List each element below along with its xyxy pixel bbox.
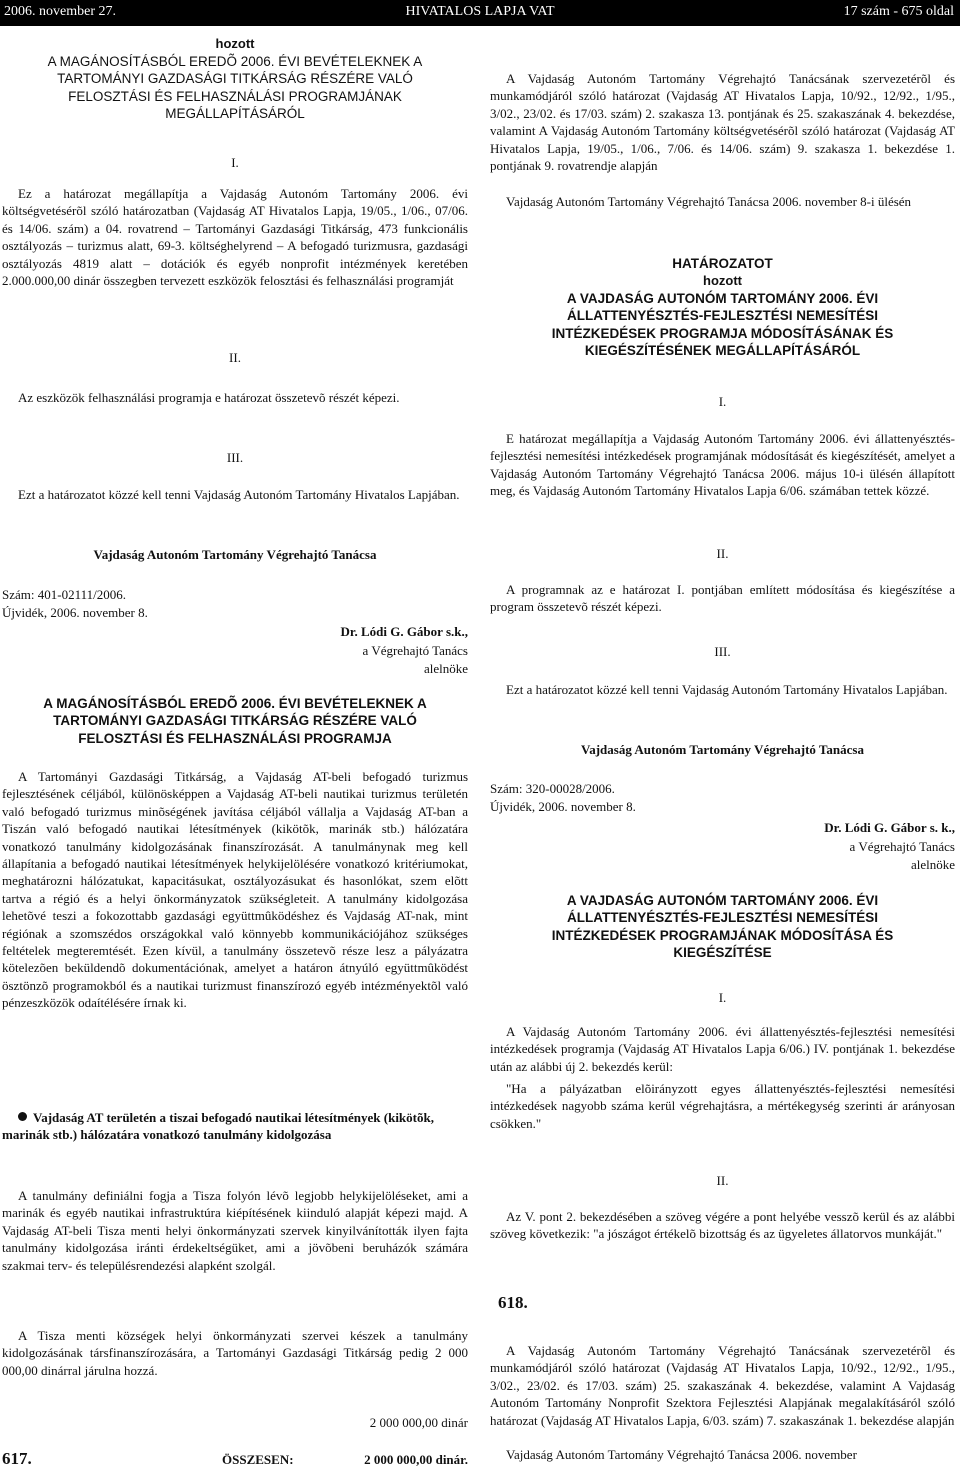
left-para-2: Az eszközök felhasználási programja e határozat összetevõ részét képezi. <box>18 390 400 405</box>
right-para-9: Vajdaság Autonóm Tartomány Végrehajtó Tanácsa 2006. november <box>506 1447 857 1462</box>
right-para-8: A Vajdaság Autonóm Tartomány Végrehajtó Tanácsának szervezetérõl és munkamódjáról szóló határozat (Vajdaság AT Hivatalos Lapja, 10/92., 12/92., 1/95., 3/02., 23/02. és 17/03. szám) 25. szakaszának 4. bekezdése, valamint A Vajdaság Autonóm Tartomány Nonprofit Szektora Fejlesztési Alapjának megalakításáról szóló határozat (Vajdaság AT Hivatalos Lapja, 6/03. szám) 7. szakaszának 1. bekezdése alapján <box>490 1343 955 1428</box>
left-signatory-name: Dr. Lódi G. Gábor s.k., <box>340 624 468 639</box>
left-amount: 2 000 000,00 dinár <box>369 1415 468 1430</box>
right-para-1: A Vajdaság Autonóm Tartomány Végrehajtó Tanácsának szervezetérõl és munkamódjáról szóló határozat (Vajdaság AT Hivatalos Lapja, 10/92., 12/92., 1/95., 3/02., 23/02. és 17/03. szám) 2. szakasza 13. pontjának és 25. szakaszának 4. bekezdése, valamint A Vajdaság Autonóm Tartomány költségvetésérõl szóló határozat (Vajdaság AT Hivatalos Lapja, 19/05., 1/06., 7/06. és 14/06. szám) 9. szakasza 1. bekezdése 1. pontjának 9. rovatrendje alapján <box>490 71 955 174</box>
right-section-5: II. <box>716 1173 729 1188</box>
header-issue: 17 szám - 675 oldal <box>843 4 954 19</box>
left-para-6: A Tisza menti községek helyi önkormányzati szervei készek a tanulmány kidolgozásának társfinanszírozására, a Tartományi Gazdasági Titkárság pedig 2 000 000,00 dinárral járulna hozzá. <box>2 1328 468 1378</box>
left-program-title: A MAGÁNOSÍTÁSBÓL EREDÕ 2006. ÉVI BEVÉTELEKNEK A TARTOMÁNYI GAZDASÁGI TITKÁRSÁG RÉSZÉRE VALÓ FELOSZTÁSI ÉS FELHASZNÁLÁSI PROGRAMJA <box>43 696 427 746</box>
left-decision-number: 617. <box>2 1449 32 1468</box>
right-decision-number: 618. <box>498 1293 528 1312</box>
header-date: 2006. november 27. <box>4 4 116 19</box>
left-decision-title: A MAGÁNOSÍTÁSBÓL EREDÕ 2006. ÉVI BEVÉTELEKNEK A TARTOMÁNYI GAZDASÁGI TITKÁRSÁG RÉSZÉRE VALÓ FELOSZTÁSI ÉS FELHASZNÁLÁSI PROGRAMJÁNAK MEGÁLLAPÍTÁSÁRÓL <box>47 54 423 122</box>
left-hozott: hozott <box>215 36 255 51</box>
left-section-1: I. <box>231 155 239 170</box>
right-section-1: I. <box>718 394 727 409</box>
left-para-4: A Tartományi Gazdasági Titkárság, a Vajdaság AT-beli befogadó turizmus fejlesztésének céljából, különösképpen a Vajdaság AT-beli nautikai turizmus területén való befogadó turizmus minõségének javítása céljából vállalja a Vajdaság AT-ban a Tiszán való befogadó nautikai létesítmények (kikötõk, marinák stb.) hálózatára vonatkozó tanulmány kidolgozásának finanszírozását. A tanulmánynak meg kell állapítania a befogadó nautikai létesítmények helykijelölésére vonatkozó kritériumokat, meghatározni hálózatukat, kapacitásukat, osztályozásukat és hasonlókat, szem elõtt tartva a régió és a helyi önkormányzatok szükségleteit. A tanulmány kidolgozása lehetõvé teszi a fokozottabb gazdasági együttmûködéshez és Vajdaság AT-nak, mint régiónak a szomszédos országokkal való könnyebb kommunikációjához szükséges feltételek megteremtését. Ezen kívül, a tanulmány összetevõ része lesz a pályázatra kötelezõen beküldendõ dokumentációnak, amelyet a határon átnyúló együttmûködést ösztönzõ programokból és a nautikai turizmust finanszírozó egyéb intézményektõl való pénzeszközök odaítélésére írnak ki. <box>2 769 468 1011</box>
right-signatory-name: Dr. Lódi G. Gábor s. k., <box>824 820 955 835</box>
right-reference-number: Szám: 320-00028/2006. <box>490 781 615 796</box>
left-para-5: A tanulmány definiálni fogja a Tisza folyón lévõ legjobb helykijelöléseket, ami a marinák és egyéb nautikai infrastruktúra kiépítésének kiinduló alapját képezi majd. A Vajdaság AT-beli Tisza menti helyi önkormányzati szervek kinyilvánították ilyen fajta tanulmány kidolgozása iránti érdekeltségüket, ami a jövõbeni beruházók számára szakmai terv- és településrendezési alapként szolgál. <box>2 1188 468 1273</box>
right-decision-title: A VAJDASÁG AUTONÓM TARTOMÁNY 2006. ÉVI ÁLLATTENYÉSZTÉS-FEJLESZTÉSI NEMESÍTÉSI INTÉZKEDÉSEK PROGRAMJA MÓDOSÍTÁSÁNAK ÉS KIEGÉSZÍTÉSÉNEK MEGÁLLAPÍTÁSÁRÓL <box>551 291 894 359</box>
right-para-5: A Vajdaság Autonóm Tartomány 2006. évi állattenyésztés-fejlesztési nemesítési intézkedések programja (Vajdaság AT Hivatalos Lapja 6/06.) IV. pontjának 1. bekezdése után az alábbi új 2. bekezdés kerül: <box>490 1024 955 1074</box>
right-para-6: "Ha a pályázatban elõirányzott egyes állattenyésztés-fejlesztési nemesítési intézkedések nagyobb száma kerül végrehajtásra, a mértékegység szerinti ár arányosan csökken." <box>490 1081 955 1131</box>
left-bullet-title: Vajdaság AT területén a tiszai befogadó nautikai létesítmények (kikötõk, marinák stb.) hálózatára vonatkozó tanulmány kidolgozása <box>2 1110 434 1143</box>
right-signatory-role: a Végrehajtó Tanács <box>849 839 955 854</box>
left-total-label: ÖSSZESEN: <box>222 1452 294 1467</box>
right-para-4: Ezt a határozatot közzé kell tenni Vajdaság Autonóm Tartomány Hivatalos Lapjában. <box>506 682 948 697</box>
left-para-3: Ezt a határozatot közzé kell tenni Vajdaság Autonóm Tartomány Hivatalos Lapjában. <box>18 487 460 502</box>
right-program-title: A VAJDASÁG AUTONÓM TARTOMÁNY 2006. ÉVI ÁLLATTENYÉSZTÉS-FEJLESZTÉSI NEMESÍTÉSI INTÉZKEDÉSEK PROGRAMJÁNAK MÓDOSÍTÁSA ÉS KIEGÉSZÍTÉSE <box>551 893 894 961</box>
left-section-2: II. <box>229 350 241 365</box>
left-total-value: 2 000 000,00 dinár. <box>364 1452 468 1467</box>
right-para-3: A programnak az e határozat I. pontjában említett módosítása és kiegészítése a program összetevõ részét képezi. <box>490 582 955 615</box>
bullet-icon <box>18 1112 27 1121</box>
left-signatory-title: alelnöke <box>423 661 468 676</box>
left-council: Vajdaság Autonóm Tartomány Végrehajtó Tanácsa <box>93 547 377 562</box>
right-section-4: I. <box>718 990 727 1005</box>
left-place-date: Újvidék, 2006. november 8. <box>2 605 148 620</box>
right-para-2: E határozat megállapítja a Vajdaság Autonóm Tartomány 2006. évi állattenyésztés-fejlesztési nemesítési intézkedések programjának módosítását és kiegészítését, amelyet a Vajdaság Autonóm Tartomány Végrehajtó Tanácsa 2006. május 10-i ülésén állapított meg, és Vajdaság Autonóm Tartomány Hivatalos Lapja 6/06. számában tettek közzé. <box>490 431 955 499</box>
right-hozott: hozott <box>703 273 742 288</box>
right-section-3: III. <box>714 644 731 659</box>
page-header <box>0 0 960 26</box>
right-council: Vajdaság Autonóm Tartomány Végrehajtó Tanácsa <box>581 742 864 757</box>
left-reference-number: Szám: 401-02111/2006. <box>2 587 126 602</box>
right-section-2: II. <box>716 546 729 561</box>
left-bullet-item <box>2 1109 468 1144</box>
right-place-date: Újvidék, 2006. november 8. <box>490 799 636 814</box>
right-hatarozatot: HATÁROZATOT <box>672 256 773 271</box>
left-signatory-role: a Végrehajtó Tanács <box>362 643 468 658</box>
right-para-1b: Vajdaság Autonóm Tartomány Végrehajtó Tanácsa 2006. november 8-i ülésén <box>506 194 912 209</box>
right-signatory-title: alelnöke <box>910 857 955 872</box>
header-journal: HIVATALOS LAPJA VAT <box>405 4 555 19</box>
right-para-7: Az V. pont 2. bekezdésében a szöveg végére a pont helyébe vesszõ kerül és az alábbi szöveg következik: "a jószágot értékelõ bizottság és az ügyeletes állatorvos munkáját." <box>490 1209 955 1242</box>
left-section-3: III. <box>226 450 244 465</box>
left-para-1: Ez a határozat megállapítja a Vajdaság Autonóm Tartomány 2006. évi költségvetésérõl szóló határozatban (Vajdaság AT Hivatalos Lapja, 19/05., 1/06., 07/06. és 14/06. szám) a 04. rovatrend – Tartományi Gazdasági Titkárság, 473 funkcionális osztályozás – turizmus alatt, 69-3. költséghelyrend – A befogadó turizmusra, gazdasági osztályozás 4819 alatt – dotációk és egyéb nonprofit intézmények keretében 2.000.000,00 dinár összegben tervezett eszközök felosztási és felhasználási programját <box>2 186 468 289</box>
